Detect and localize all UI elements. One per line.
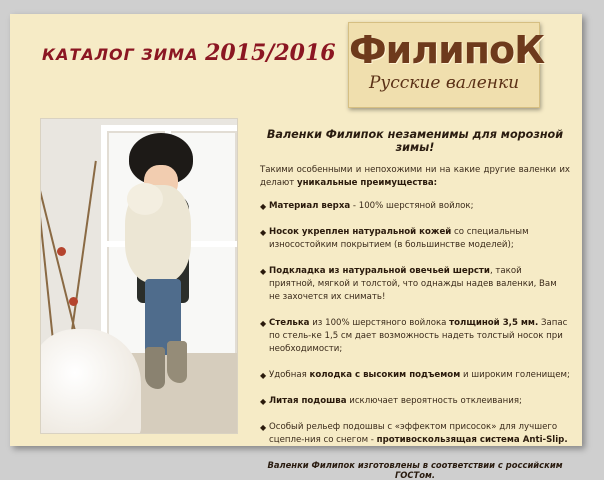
feature-text: , такой приятной, мягкой и толстой, что однажды надев валенки, Вам не захочется их снимать! <box>269 266 557 302</box>
feature-item <box>260 421 570 447</box>
product-photo <box>40 118 238 434</box>
feature-item <box>260 395 570 408</box>
catalog-label: КАТАЛОГ ЗИМА <box>42 45 199 64</box>
feature-item <box>260 226 570 252</box>
catalog-title <box>42 40 336 66</box>
feature-text: исключает вероятность отклеивания; <box>346 396 522 406</box>
photo-teddy-bear-head <box>127 183 163 215</box>
diamond-bullet-icon: ◆ <box>260 319 267 328</box>
feature-text: Удобная <box>269 370 310 380</box>
brand-subtitle: Русские валенки <box>368 73 520 93</box>
photo-ornament <box>57 247 66 256</box>
feature-text: Особый рельеф подошвы с «эффектом присосок» для лучшего сцепле-ния со снегом - <box>269 422 558 445</box>
diamond-bullet-icon: ◆ <box>260 423 267 432</box>
feature-bold-text: Материал верха <box>269 201 351 211</box>
catalog-page <box>10 14 582 480</box>
photo-felt-boot <box>167 341 187 383</box>
feature-bold-text: колодка с высоким подъемом <box>309 370 461 380</box>
feature-bold-text: Подкладка из натуральной овечьей шерсти <box>269 266 490 276</box>
feature-text: Запас по стель-ке 1,5 см дает возможность надеть толстый носок при необходимости; <box>269 318 568 354</box>
diamond-bullet-icon: ◆ <box>260 267 267 276</box>
photo-ornament <box>69 297 78 306</box>
content-footer: Валенки Филипок изготовлены в соответствии с российским ГОСТом. <box>267 460 563 480</box>
feature-text: из 100% шерстяного войлока <box>309 318 450 328</box>
diamond-bullet-icon: ◆ <box>260 202 267 211</box>
content-intro <box>260 164 570 190</box>
diamond-bullet-icon: ◆ <box>260 228 267 237</box>
diamond-bullet-icon: ◆ <box>260 371 267 380</box>
brand-logo <box>348 22 545 108</box>
feature-item <box>260 317 570 356</box>
photo-felt-boot <box>145 347 165 389</box>
feature-bold-text: Стелька <box>269 318 310 328</box>
feature-text: со специальным износостойким покрытием (в большинстве моделей); <box>269 227 529 250</box>
features-list <box>260 200 570 447</box>
feature-text: - 100% шерстяной войлок; <box>350 201 474 211</box>
feature-bold-text: толщиной 3,5 мм. <box>449 318 539 328</box>
feature-bold-text: Литая подошва <box>269 396 347 406</box>
feature-item <box>260 265 570 304</box>
feature-bold-text: противоскользящая система Anti-Slip. <box>376 435 568 445</box>
feature-item <box>260 200 570 213</box>
feature-item <box>260 369 570 382</box>
product-description <box>260 128 570 480</box>
intro-bold-text: уникальные преимущества: <box>296 178 438 188</box>
feature-bold-text: Носок укреплен натуральной кожей <box>269 227 452 237</box>
catalog-year: 2015/2016 <box>205 40 336 66</box>
content-headline: Валенки Филипок незаменимы для морозной зимы! <box>266 128 564 154</box>
brand-name: ФилипоК <box>349 28 545 72</box>
feature-text: и широким голенищем; <box>460 370 570 380</box>
intro-text: Такими особенными и непохожими ни на какие другие валенки их делают <box>260 165 570 188</box>
diamond-bullet-icon: ◆ <box>260 397 267 406</box>
